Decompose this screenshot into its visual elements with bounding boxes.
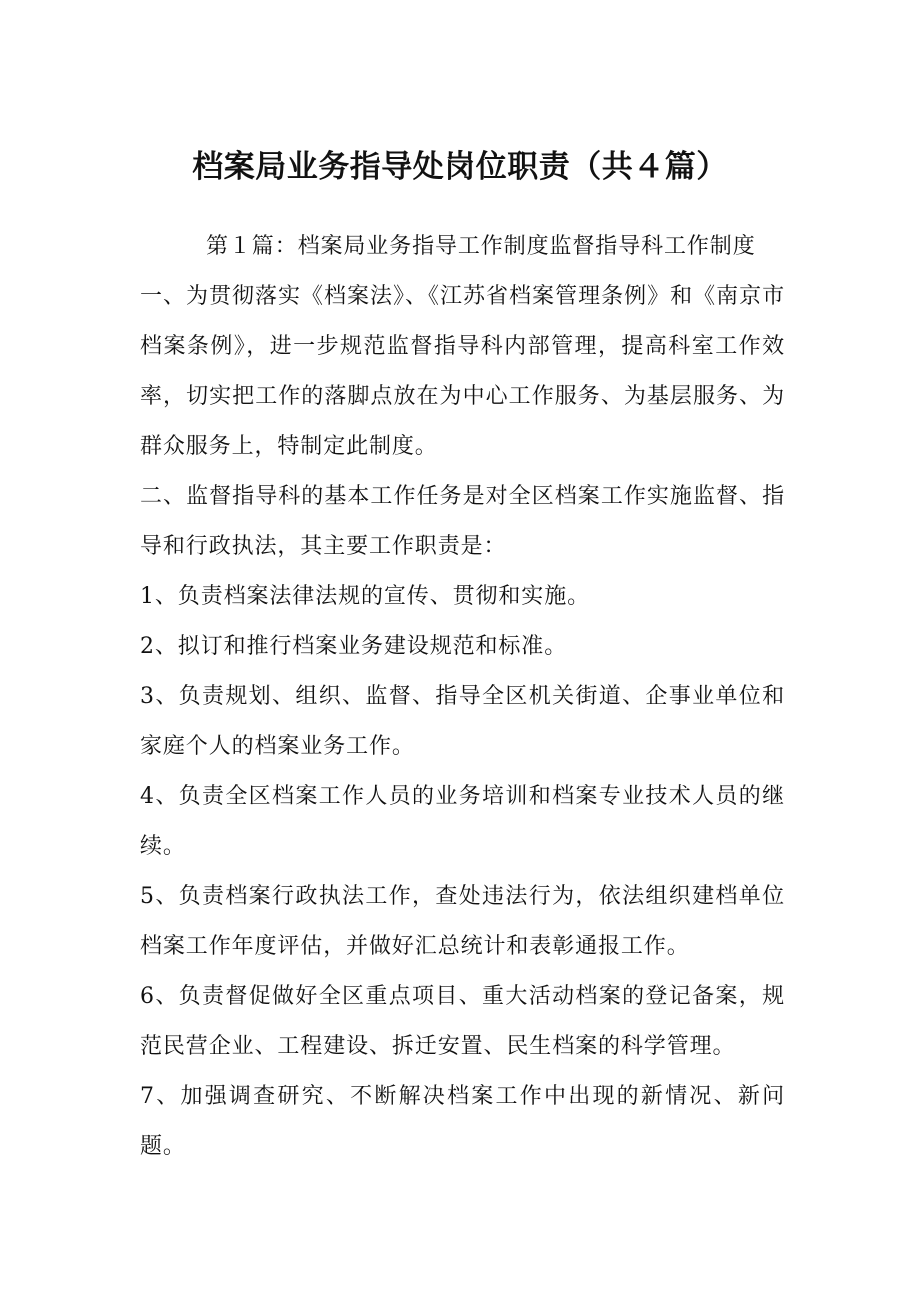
list-item-7: 7、加强调查研究、不断解决档案工作中出现的新情况、新问题。 <box>140 1084 785 1159</box>
list-item-4: 4、负责全区档案工作人员的业务培训和档案专业技术人员的继续。 <box>140 784 785 859</box>
list-item-5: 5、负责档案行政执法工作，查处违法行为，依法组织建档单位档案工作年度评估，并做好汇总统计和表彰通报工作。 <box>140 884 785 959</box>
list-item-6: 6、负责督促做好全区重点项目、重大活动档案的登记备案，规范民营企业、工程建设、拆迁安置、民生档案的科学管理。 <box>140 984 785 1059</box>
document-title: 档案局业务指导处岗位职责（共４篇） <box>192 149 728 185</box>
paragraph-1: 一、为贯彻落实《档案法》、《江苏省档案管理条例》和《南京市档案条例》，进一步规范监督指导科内部管理，提高科室工作效率，切实把工作的落脚点放在为中心工作服务、为基层服务、为群众服务上，特制定此制度。 <box>140 284 785 459</box>
list-item-1: 1、负责档案法律法规的宣传、贯彻和实施。 <box>140 584 590 609</box>
list-item-2: 2、拟订和推行档案业务建设规范和标准。 <box>140 634 568 659</box>
list-item-3: 3、负责规划、组织、监督、指导全区机关街道、企事业单位和家庭个人的档案业务工作。 <box>140 684 785 759</box>
document-body <box>140 222 785 1172</box>
section-heading: 第１篇：档案局业务指导工作制度监督指导科工作制度 <box>206 234 756 259</box>
paragraph-2: 二、监督指导科的基本工作任务是对全区档案工作实施监督、指导和行政执法，其主要工作职责是： <box>140 484 785 559</box>
